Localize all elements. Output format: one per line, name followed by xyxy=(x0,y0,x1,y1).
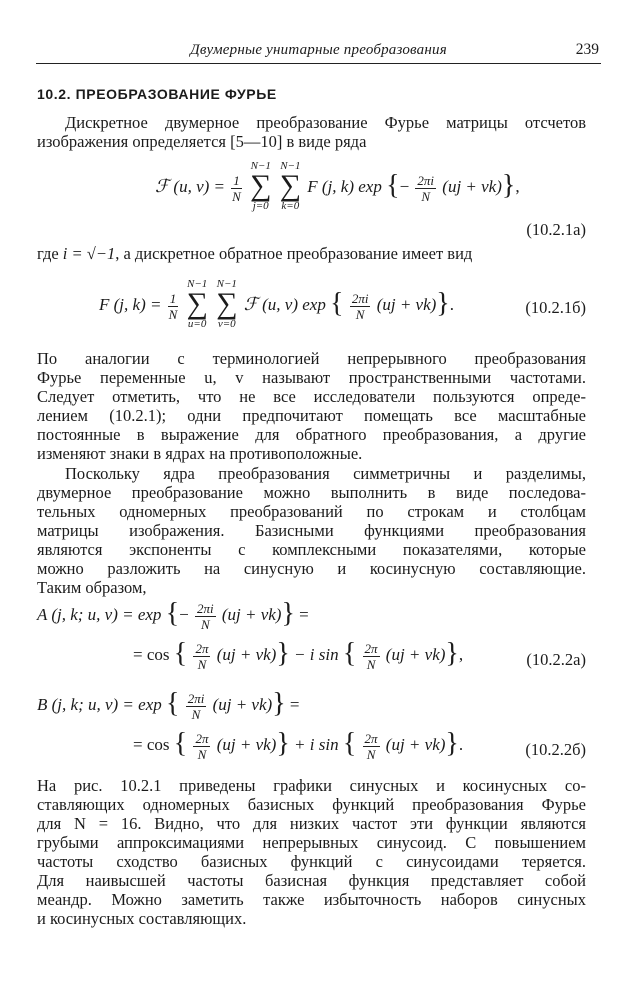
equation-tail: (uj + vk) xyxy=(376,294,437,314)
equation-lhs: (u, v) = xyxy=(173,176,230,196)
equation-10-2-2b xyxy=(37,690,586,774)
text-line: меандр. Можно заметить также избыточность наборов синусных xyxy=(37,890,586,909)
text-line: лением (10.2.1); одни предпочитают помещать все масштабные xyxy=(37,406,586,425)
equation-number: (10.2.2a) xyxy=(526,650,586,669)
equation-line-1: A (j, k; u, v) = exp {− $\frac{2\pi i}{N}$ (uj + vk)} = xyxy=(37,598,309,632)
equation-number: (10.2.2б) xyxy=(525,740,586,759)
text-line: двумерное преобразование можно выполнить в виде последова- xyxy=(37,483,586,502)
text-line: грубыми аппроксимациями непрерывных синусоид. С повышением xyxy=(37,833,586,852)
text-line: Поскольку ядра преобразования симметричны и разделимы, xyxy=(65,464,586,483)
text-line: Фурье переменные u, v называют пространственными частотами. xyxy=(37,368,586,387)
equation-10-2-2a xyxy=(37,600,586,684)
paragraph-terminology xyxy=(37,349,586,463)
equation-line-1: B (j, k; u, v) = exp { $\frac{2\pi i}{N}$ (uj + vk)} = xyxy=(37,688,300,722)
fraction: $\frac{1}{N}$ xyxy=(232,172,241,204)
text-line: ставляющих одномерных базисных функций преобразования Фурье xyxy=(37,795,586,814)
sum-symbol: N−1 ∑ v=0 xyxy=(216,278,238,330)
text-line: для N = 16. Видно, что для низких частот эти функции являются xyxy=(37,814,586,833)
equation-number: (10.2.1б) xyxy=(525,298,586,317)
equation-lhs: F (j, k) = xyxy=(99,294,166,314)
fraction: $\frac{2\pi}{N}$ xyxy=(195,730,209,762)
equation-body: ℱ (u, v) = $\frac{1}{N}$ N−1 ∑ j=0 N−1 ∑ k=0 F (j, k) exp {− $\frac{2\pi i}{N}$ (uj + vk)}, xyxy=(155,160,520,212)
fraction: $\frac{2\pi}{N}$ xyxy=(364,730,378,762)
text-line: можно разложить на синусную и косинусную составляющие. xyxy=(37,559,586,578)
text-line: Таким образом, xyxy=(37,578,147,597)
fraction: $\frac{1}{N}$ xyxy=(168,290,178,322)
fourier-symbol: ℱ xyxy=(155,175,170,197)
running-title: Двумерные унитарные преобразования xyxy=(190,42,447,58)
equation-line-2: = cos { $\frac{2\pi}{N}$ (uj + vk)} − i sin { $\frac{2\pi}{N}$ (uj + vk)}, xyxy=(133,638,464,672)
text-line: Следует отметить, что не все исследователи пользуются опреде- xyxy=(37,387,586,406)
paragraph-separability xyxy=(37,464,586,597)
equation-line-2: = cos { $\frac{2\pi}{N}$ (uj + vk)} + i sin { $\frac{2\pi}{N}$ (uj + vk)}. xyxy=(133,728,464,762)
equation-tail: (uj + vk) xyxy=(442,176,502,196)
text-line: Для наивысшей частоты базисная функция представляет собой xyxy=(37,871,586,890)
text-line: матрицы изображения. Базисными функциями преобразования xyxy=(37,521,586,540)
text-line: По аналогии с терминологией непрерывного преобразования xyxy=(37,349,586,368)
text-line: постоянные в выражение для обратного преобразования, а другие xyxy=(37,425,586,444)
sum-symbol: N−1 ∑ j=0 xyxy=(250,160,272,212)
sum-symbol: N−1 ∑ u=0 xyxy=(186,278,208,330)
fraction: $\frac{2\pi i}{N}$ xyxy=(196,600,214,632)
paragraph-figure-description xyxy=(37,776,586,928)
text-line: частоты сходство базисных функций с синусоидами теряется. xyxy=(37,852,586,871)
fraction: $\frac{2\pi i}{N}$ xyxy=(351,290,369,322)
fourier-symbol: ℱ xyxy=(243,293,258,315)
text-line: и косинусных составляющих. xyxy=(37,909,247,928)
section-heading: 10.2. ПРЕОБРАЗОВАНИЕ ФУРЬЕ xyxy=(37,86,277,102)
equation-mid: (u, v) exp xyxy=(262,294,326,314)
text-line: Дискретное двумерное преобразование Фурье матрицы отсчетов xyxy=(65,113,586,132)
text-line: являются экспоненты с комплексными показателями, которые xyxy=(37,540,586,559)
equation-10-2-1a xyxy=(37,162,586,242)
running-header xyxy=(36,40,601,64)
text-line: тельных одномерных преобразований по строкам и столбцам xyxy=(37,502,586,521)
equation-number: (10.2.1a) xyxy=(526,220,586,239)
sum-symbol: N−1 ∑ k=0 xyxy=(279,160,302,212)
equation-mid: F (j, k) exp xyxy=(307,176,382,196)
where-line: где i = √−1, а дискретное обратное преобразование имеет вид xyxy=(37,244,473,263)
fraction: $\frac{2\pi i}{N}$ xyxy=(417,172,435,204)
text-line: изображения определяется [5—10] в виде ряда xyxy=(37,132,367,151)
intro-paragraph xyxy=(37,113,586,151)
fraction: $\frac{2\pi}{N}$ xyxy=(364,640,378,672)
fraction: $\frac{2\pi i}{N}$ xyxy=(187,690,205,722)
imaginary-unit: i = √−1 xyxy=(62,244,116,263)
fraction: $\frac{2\pi}{N}$ xyxy=(195,640,209,672)
text-line: изменяют знаки в ядрах на противоположные. xyxy=(37,444,363,463)
equation-body: F (j, k) = $\frac{1}{N}$ N−1 ∑ u=0 N−1 ∑ v=0 ℱ (u, v) exp { $\frac{2\pi i}{N}$ (uj + vk)}. xyxy=(99,278,454,330)
page-number: 239 xyxy=(575,41,599,58)
text-line: На рис. 10.2.1 приведены графики синусных и косинусных со- xyxy=(37,776,586,795)
equation-10-2-1b xyxy=(37,280,586,340)
